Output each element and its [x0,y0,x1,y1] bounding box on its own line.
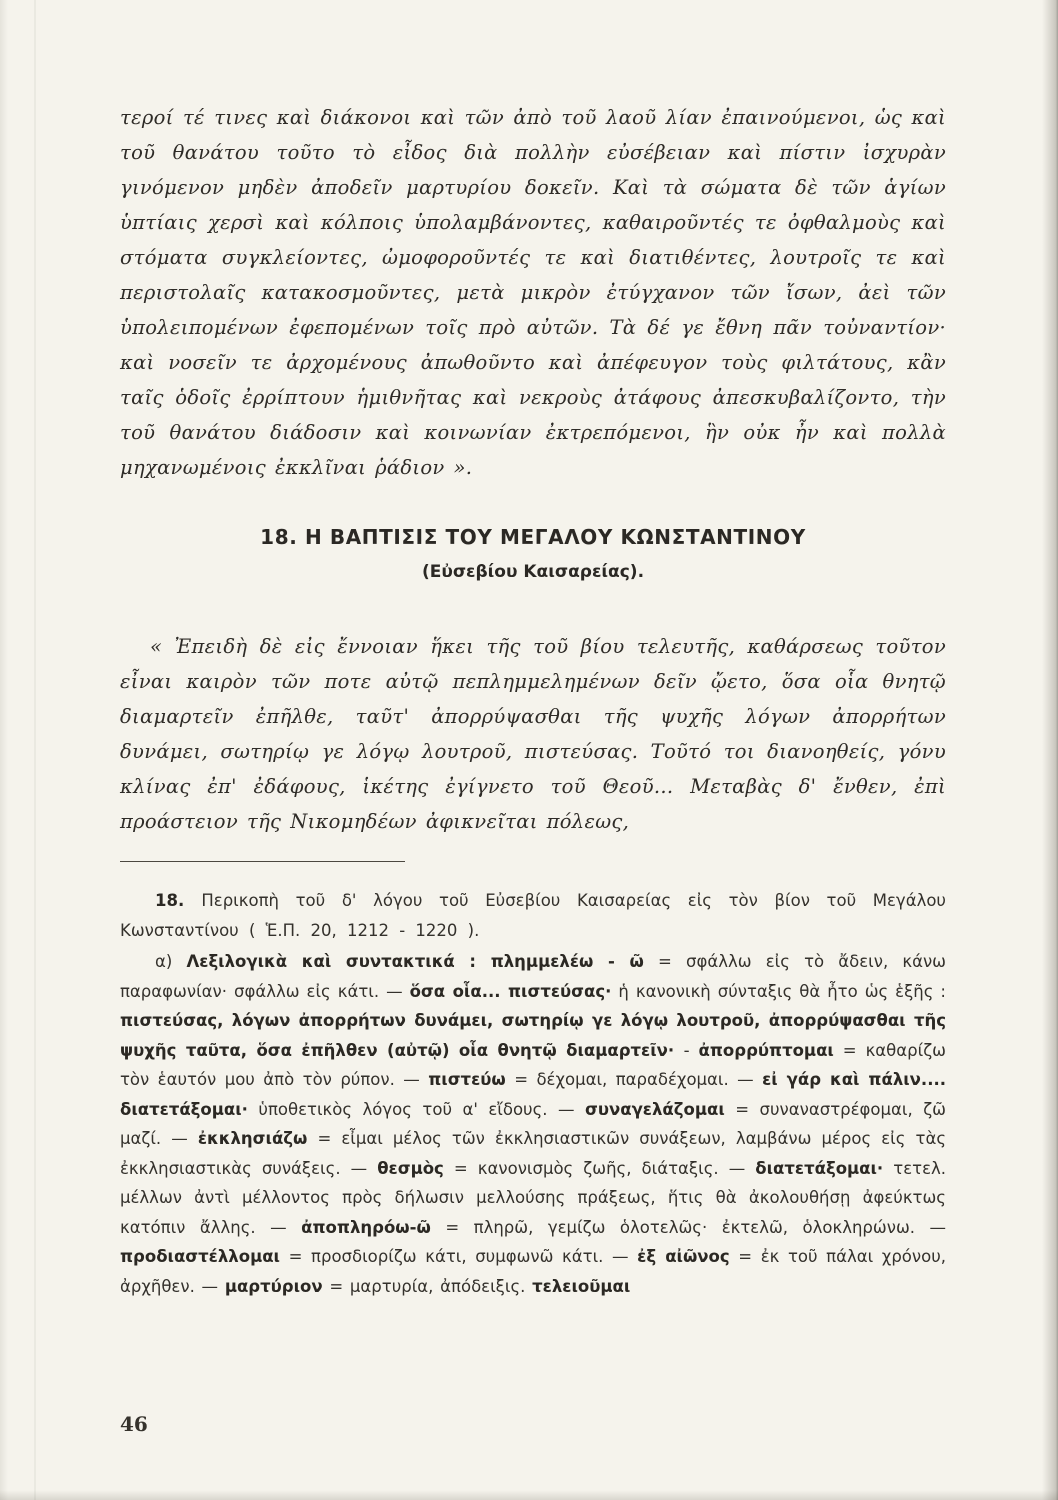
footnote-glossary: α) Λεξιλογικὰ καὶ συντακτικά : πλημμελέω - ῶ = σφάλλω εἰς τὸ ἄδειν, κάνω παραφωνίαν· σφάλλω εἰς κάτι. — ὅσα οἷα... πιστεύσας· ἡ κανονικὴ σύνταξις θὰ ἦτο ὡς ἑξῆς : πιστεύσας, λόγων ἀπορρήτων δυνάμει, σωτηρίῳ γε λόγῳ λουτροῦ, ἀπορρύψασθαι τῆς ψυχῆς ταῦτα, ὅσα ἐπῆλθεν (αὐτῷ) οἷα θνητῷ διαμαρτεῖν· - ἀπορρύπτομαι = καθαρίζω τὸν ἑαυτόν μου ἀπὸ τὸν ρύπον. — πιστεύω = δέχομαι, παραδέχομαι. — εἰ γάρ καὶ πάλιν.... διατετάξομαι· ὑποθετικὸς λόγος τοῦ α' εἴδους. — συναγελάζομαι = συναναστρέφομαι, ζῶ μαζί. — ἐκκλησιάζω = εἶμαι μέλος τῶν ἐκκλησιαστικῶν συνάξεων, λαμβάνω μέρος εἰς τὰς ἐκκλησιαστικὰς συνάξεις. — θεσμὸς = κανονισμὸς ζωῆς, διάταξις. — διατετάξομαι· τετελ. μέλλων ἀντὶ μέλλοντος πρὸς δήλωσιν μελλούσης πράξεως, ἥτις θὰ ἀκολουθήσῃ ἀφεύκτως κατόπιν ἄλλης. — ἀποπληρόω-ῶ = πληρῶ, γεμίζω ὁλοτελῶς· ἐκτελῶ, ὁλοκληρώνω. — προδιαστέλλομαι = προσδιορίζω κάτι, συμφωνῶ κάτι. — ἐξ αἰῶνος = ἐκ τοῦ πάλαι χρόνου, ἀρχῆθεν. — μαρτύριον = μαρτυρία, ἀπόδειξις. τελειοῦμαι [120,952,947,1296]
scan-crease-line [34,0,36,1500]
footnote-separator-rule [120,861,405,862]
section-subheading: (Εὐσεβίου Καισαρείας). [421,562,645,582]
scan-edge-right [1042,0,1058,1500]
page-content [120,100,946,1301]
passage-baptism-wrap [120,629,946,839]
footnote-source: 18. Περικοπὴ τοῦ δ' λόγου τοῦ Εὐσεβίου Καισαρείας εἰς τὸν βίον τοῦ Μεγάλου Κωνσταντίνου ( Ἑ.Π. 20, 1212 - 1220 ). [120,891,946,940]
footnotes-section [120,886,946,1301]
passage-baptism: « Ἐπειδὴ δὲ εἰς ἔννοιαν ἥκει τῆς τοῦ βίου τελευτῆς, καθάρσεως τοῦτον εἶναι καιρὸν τῶν ποτε αὐτῷ πεπλημμελημένων δεῖν ᾤετο, ὅσα οἷα θνητῷ διαμαρτεῖν ἐπῆλθε, ταῦτ' ἀπορρύψασθαι τῆς ψυχῆς λόγων ἀπορρήτων δυνάμει, σωτηρίῳ γε λόγῳ λουτροῦ, πιστεύσας. Τοῦτό τοι διανοηθείς, γόνυ κλίνας ἐπ' ἐδάφους, ἱκέτης ἐγίγνετο τοῦ Θεοῦ... Μεταβὰς δ' ἔνθεν, ἐπὶ προάστειον τῆς Νικομηδέων ἀφικνεῖται πόλεως, [120,635,946,833]
scan-edge-bottom [0,1490,1058,1500]
scan-edge-left [0,0,8,1500]
page-number: 46 [120,1412,148,1436]
passage-continuation: τεροί τέ τινες καὶ διάκονοι καὶ τῶν ἀπὸ τοῦ λαοῦ λίαν ἐπαινούμενοι, ὡς καὶ τοῦ θανάτου τοῦτο τὸ εἶδος διὰ πολλὴν εὐσέβειαν καὶ πίστιν ἰσχυρὰν γινόμενον μηδὲν ἀποδεῖν μαρτυρίου δοκεῖν. Καὶ τὰ σώματα δὲ τῶν ἁγίων ὑπτίαις χερσὶ καὶ κόλποις ὑπολαμβάνοντες, καθαιροῦντές τε ὀφθαλμοὺς καὶ στόματα συγκλείοντες, ὠμοφοροῦντές τε καὶ διατιθέντες, λουτροῖς τε καὶ περιστολαῖς κατακοσμοῦντες, μετὰ μικρὸν ἐτύγχανον τῶν ἴσων, ἀεὶ τῶν ὑπολειπομένων ἐφεπομένων τοῖς πρὸ αὐτῶν. Τὰ δέ γε ἔθνη πᾶν τοὐναντίον· καὶ νοσεῖν τε ἀρχομένους ἀπωθοῦντο καὶ ἀπέφευγον τοὺς φιλτάτους, κἂν ταῖς ὁδοῖς ἐρρίπτουν ἡμιθνῆτας καὶ νεκροὺς ἀτάφους ἀπεσκυβαλίζοντο, τὴν τοῦ θανάτου διάδοσιν καὶ κοινωνίαν ἐκτρεπόμενοι, ἣν οὐκ ἦν καὶ πολλὰ μηχανωμένοις ἐκκλῖναι ῥάδιον ». [120,106,946,479]
section-heading: 18. Η ΒΑΠΤΙΣΙΣ ΤΟΥ ΜΕΓΑΛΟΥ ΚΩΝΣΤΑΝΤΙΝΟΥ [260,525,806,549]
